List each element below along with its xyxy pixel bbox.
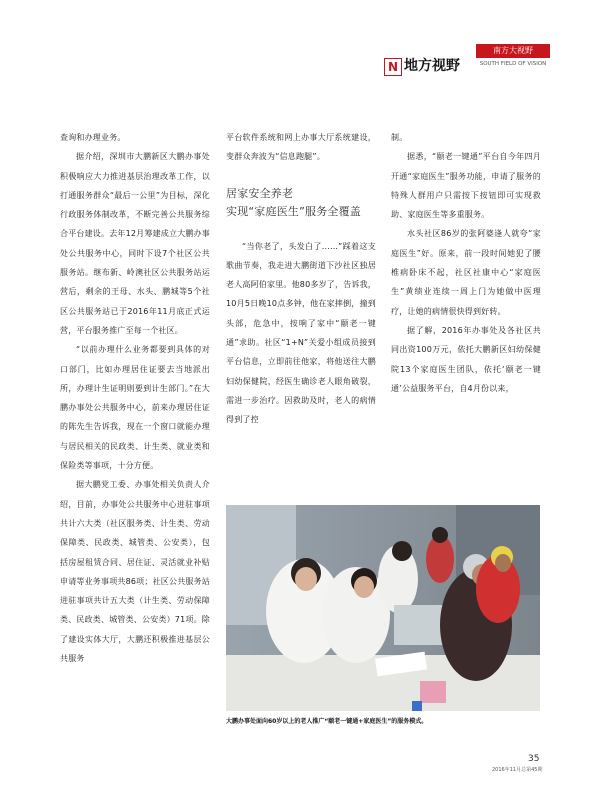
article-subheading xyxy=(226,185,376,221)
photo-doctors-and-elderly-icon xyxy=(226,505,540,711)
paragraph: 制。 xyxy=(391,133,408,142)
article-column-1 xyxy=(60,128,210,668)
section-title: 地方视野 xyxy=(404,58,460,74)
paragraph: 查询和办理业务。 xyxy=(60,133,126,142)
magazine-tag: 南方大视野 xyxy=(476,44,550,58)
article-column-2 xyxy=(226,128,376,430)
photo-caption: 大鹏办事处面向60岁以上的老人推广“颐老一键通+家庭医生”的服务模式。 xyxy=(226,718,428,725)
paragraph: 据悉，“颐老一键通”平台自今年四月开通“家庭医生”服务功能，申请了服务的特殊人群用户只需按下按钮即可实现救助、家庭医生等多重服务。 xyxy=(391,152,541,220)
page-number: 35 xyxy=(528,754,540,764)
paragraph: 水头社区86岁的张阿婆逢人就夸“家庭医生”好。原来，前一段时间她犯了腰椎病卧床不起，社区社康中心“家庭医生”黄绩业连续一周上门为她做中医理疗，让她的病情很快得到好转。 xyxy=(391,229,541,316)
paragraph: 平台软件系统和网上办事大厅系统建设，变群众奔波为“信息跑腿”。 xyxy=(226,133,376,162)
paragraph: “以前办理什么业务都要到具体的对口部门，比如办理居住证要去当地派出所，办理计生证明则要到计生部门。”在大鹏办事处公共服务中心，前来办理居住证的陈先生告诉我，现在一个窗口就能办理与居民相关的民政类、计生类、就业类和保险类等事项，十分方便。 xyxy=(60,345,210,471)
article-column-3 xyxy=(391,128,541,398)
subheading-line: 居家安全养老 xyxy=(226,186,294,200)
article-photo xyxy=(226,505,540,711)
magazine-subtitle: SOUTH FIELD OF VISION xyxy=(479,61,547,67)
subheading-line: 实现“家庭医生”服务全覆盖 xyxy=(226,204,361,218)
magazine-logo-icon: N xyxy=(384,58,402,76)
paragraph: 据了解，2016年办事处及各社区共同出资100万元，依托大鹏新区妇幼保健院13个家庭医生团队，依托‘颐老一键通’公益服务平台，自4月份以来， xyxy=(391,325,541,393)
paragraph: “当你老了，头发白了……”踩着这支歌曲节奏，我走进大鹏街道下沙社区独居老人高阿伯家里。他80多岁了，告诉我，10月5日晚10点多钟，他在家摔倒，撞到头部，危急中，按响了家中“颐老一键通”求助。社区“1+N”关爱小组成员接到平台信息，立即前往他家，将他送往大鹏妇幼保健院，经医生确诊老人眼角破裂，需进一步治疗。因救助及时，老人的病情得到了控 xyxy=(226,241,376,425)
issue-label: 2016年11月总第45期 xyxy=(492,767,543,773)
paragraph: 据大鹏党工委、办事处相关负责人介绍，目前，办事处公共服务中心进驻事项共计六大类（社区服务类、计生类、劳动保障类、民政类、城管类、公安类），包括房屋租赁合同、居住证、灵活就业补贴申请等业务事项共86项；社区公共服务站进驻事项共计五大类（计生类、劳动保障类、民政类、城管类、公安类）71项。除了建设实体大厅，大鹏还积极推进基层公共服务 xyxy=(60,480,210,664)
paragraph: 据介绍，深圳市大鹏新区大鹏办事处积极响应大力推进基层治理改革工作，以打通服务群众“最后一公里”为目标，深化行政服务体制改革，不断完善公共服务综合平台建设。去年12月筹建成立大鹏办事处公共服务中心，同时下设7个社区公共服务站。继布新、岭澳社区公共服务站运营后，剩余的王母、水头、鹏城等5个社区公共服务站已于2016年11月底正式运营，平台服务推广至每一个社区。 xyxy=(60,152,210,335)
